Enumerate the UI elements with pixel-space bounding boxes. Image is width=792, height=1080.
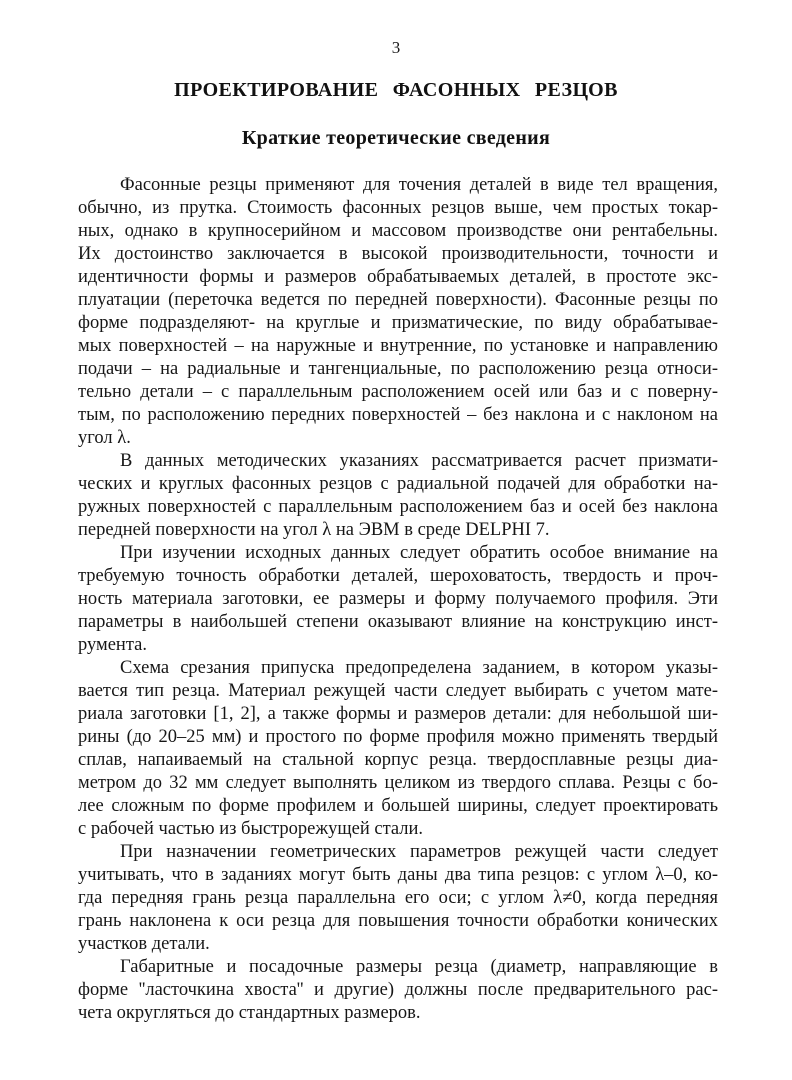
text-line: лее сложным по форме профилем и большей ширины, следует проектировать bbox=[78, 796, 718, 816]
text-line: грань наклонена к оси резца для повышения точности обработки конических bbox=[78, 911, 718, 931]
text-line: сплав, напаиваемый на стальной корпус резца. твердосплавные резцы диа- bbox=[78, 750, 718, 770]
paragraph bbox=[78, 841, 718, 956]
paragraph bbox=[78, 956, 718, 1025]
text-line: требуемую точность обработки деталей, шероховатость, твердость и проч- bbox=[78, 566, 718, 586]
text-line: гда передняя грань резца параллельна его оси; с углом λ≠0, когда передняя bbox=[78, 888, 718, 908]
text-line: участков детали. bbox=[78, 934, 210, 954]
text-line: форме подразделяют- на круглые и призматические, по виду обрабатывае- bbox=[78, 313, 718, 333]
text-line: вается тип резца. Материал режущей части следует выбирать с учетом мате- bbox=[78, 681, 718, 701]
text-line: В данных методических указаниях рассматривается расчет призмати- bbox=[120, 451, 718, 471]
text-line: ность материала заготовки, ее размеры и форму получаемого профиля. Эти bbox=[78, 589, 718, 609]
text-line: ческих и круглых фасонных резцов с радиальной подачей для обработки на- bbox=[78, 474, 718, 494]
text-line: ружных поверхностей с параллельным расположением баз и осей без наклона bbox=[78, 497, 718, 517]
text-line: идентичности формы и размеров обрабатываемых деталей, в простоте экс- bbox=[78, 267, 718, 287]
text-line: чета округляться до стандартных размеров. bbox=[78, 1003, 421, 1023]
text-line: обычно, из прутка. Стоимость фасонных резцов выше, чем простых токар- bbox=[78, 198, 718, 218]
text-line: Схема срезания припуска предопределена заданием, в котором указы- bbox=[120, 658, 718, 678]
text-line: ных, однако в крупносерийном и массовом производстве они рентабельны. bbox=[78, 221, 718, 241]
paragraph bbox=[78, 657, 718, 841]
text-line: параметры в наибольшей степени оказывают влияние на конструкцию инст- bbox=[78, 612, 718, 632]
text-line: плуатации (переточка ведется по передней поверхности). Фасонные резцы по bbox=[78, 290, 718, 310]
text-line: При изучении исходных данных следует обратить особое внимание на bbox=[120, 543, 718, 563]
paragraph bbox=[78, 174, 718, 450]
text-line: Их достоинство заключается в высокой производительности, точности и bbox=[78, 244, 718, 264]
text-line: Фасонные резцы применяют для точения деталей в виде тел вращения, bbox=[120, 175, 718, 195]
text-line: угол λ. bbox=[78, 428, 131, 448]
page-number: 3 bbox=[391, 38, 401, 57]
text-line: рины (до 20–25 мм) и простого по форме профиля можно применять твердый bbox=[78, 727, 718, 747]
text-line: мых поверхностей – на наружные и внутренние, по установке и направлению bbox=[78, 336, 718, 356]
text-line: с рабочей частью из быстрорежущей стали. bbox=[78, 819, 424, 839]
text-line: форме ''ласточкина хвоста'' и другие) должны после предварительного рас- bbox=[78, 980, 718, 1000]
text-line: метром до 32 мм следует выполнять целиком из твердого сплава. Резцы с бо- bbox=[78, 773, 718, 793]
text-line: риала заготовки [1, 2], а также формы и размеров детали: для небольшой ши- bbox=[78, 704, 718, 724]
paragraph bbox=[78, 450, 718, 542]
page-title: ПРОЕКТИРОВАНИЕ ФАСОННЫХ РЕЗЦОВ bbox=[174, 79, 618, 101]
text-line: Габаритные и посадочные размеры резца (диаметр, направляющие в bbox=[120, 957, 718, 977]
body-text bbox=[78, 174, 718, 1025]
text-line: тым, по расположению передних поверхностей – без наклона и с наклоном на bbox=[78, 405, 718, 425]
text-line: подачи – на радиальные и тангенциальные, по расположению резца относи- bbox=[78, 359, 718, 379]
text-line: учитывать, что в заданиях могут быть даны два типа резцов: с углом λ–0, ко- bbox=[78, 865, 718, 885]
text-line: передней поверхности на угол λ на ЭВМ в среде DELPHI 7. bbox=[78, 520, 550, 540]
paragraph bbox=[78, 542, 718, 657]
text-line: тельно детали – с параллельным расположением осей или баз и с поверну- bbox=[78, 382, 718, 402]
text-line: румента. bbox=[78, 635, 147, 655]
text-line: При назначении геометрических параметров режущей части следует bbox=[120, 842, 718, 862]
section-subtitle: Краткие теоретические сведения bbox=[241, 127, 551, 149]
